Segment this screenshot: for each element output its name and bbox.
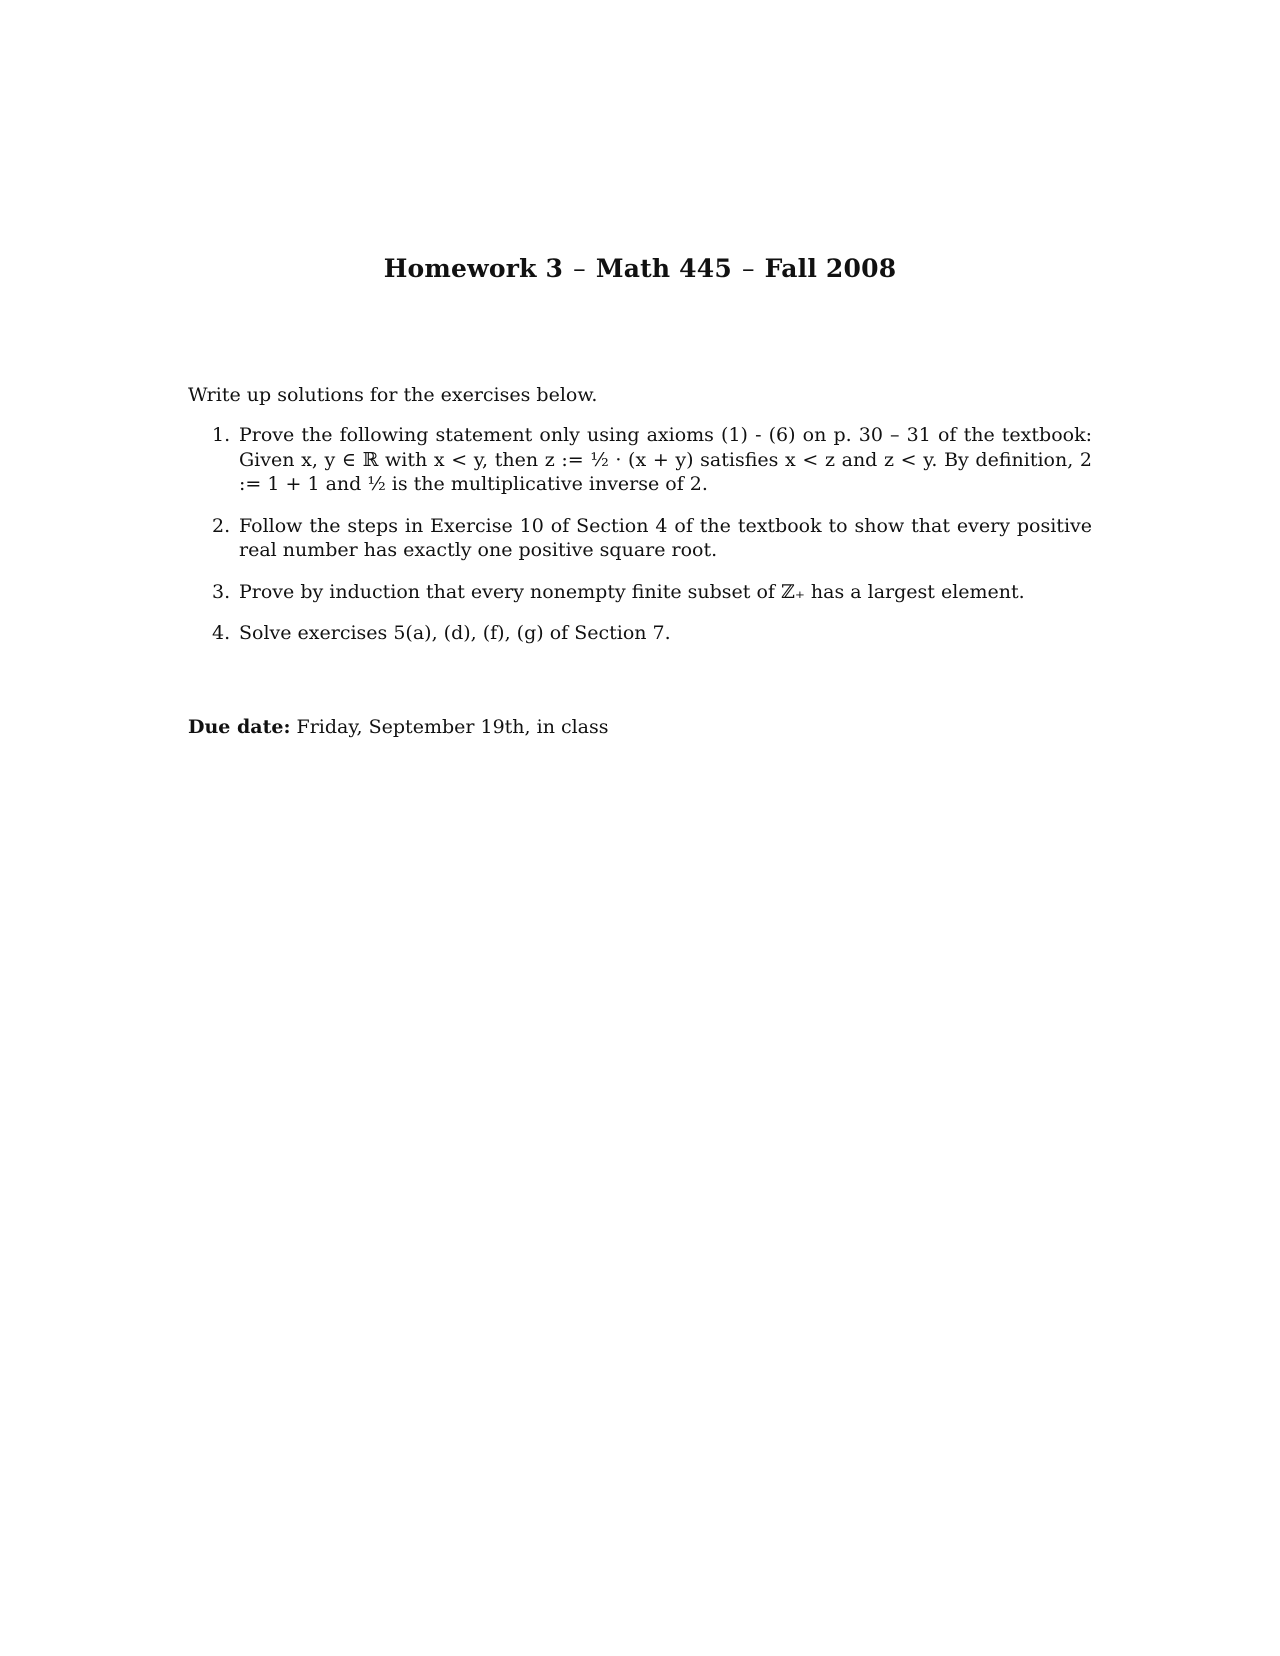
exercise-number: 4. <box>212 622 231 644</box>
title-term: Fall 2008 <box>764 254 897 283</box>
exercise-text: Prove the following statement only using axioms (1) - (6) on p. 30 – 31 of the textbook: Given x, y ∈ ℝ with x < y, then z := ½ · (x + y) satisfies x < z and z < y. By definition, 2 := 1 + 1 and ½ is the multiplicative inverse of 2. <box>239 424 1092 495</box>
exercise-number: 3. <box>212 580 231 603</box>
intro-text: Write up solutions for the exercises below. <box>188 384 598 406</box>
exercise-text: Prove by induction that every nonempty finite subset of ℤ₊ has a largest element. <box>239 580 1025 603</box>
due-date-label: Due date: <box>188 716 291 738</box>
exercise-text: Follow the steps in Exercise 10 of Section 4 of the textbook to show that every positive real number has exactly one positive square root. <box>239 514 1092 561</box>
title-course: Math 445 <box>595 254 732 283</box>
page-title <box>0 254 1280 283</box>
exercise-item <box>188 514 1092 563</box>
title-separator: – <box>573 254 586 283</box>
exercise-text: Solve exercises 5(a), (d), (f), (g) of Section 7. <box>239 622 671 644</box>
exercise-number: 1. <box>212 424 231 446</box>
exercise-item <box>188 621 1092 646</box>
exercise-item <box>188 423 1092 497</box>
title-homework: Homework 3 <box>383 254 564 283</box>
exercise-list <box>188 423 1092 663</box>
due-date-value: Friday, September 19th, in class <box>296 716 609 738</box>
title-separator: – <box>741 254 755 283</box>
exercise-item <box>188 580 1092 605</box>
exercise-number: 2. <box>212 514 231 537</box>
due-date <box>188 715 609 739</box>
